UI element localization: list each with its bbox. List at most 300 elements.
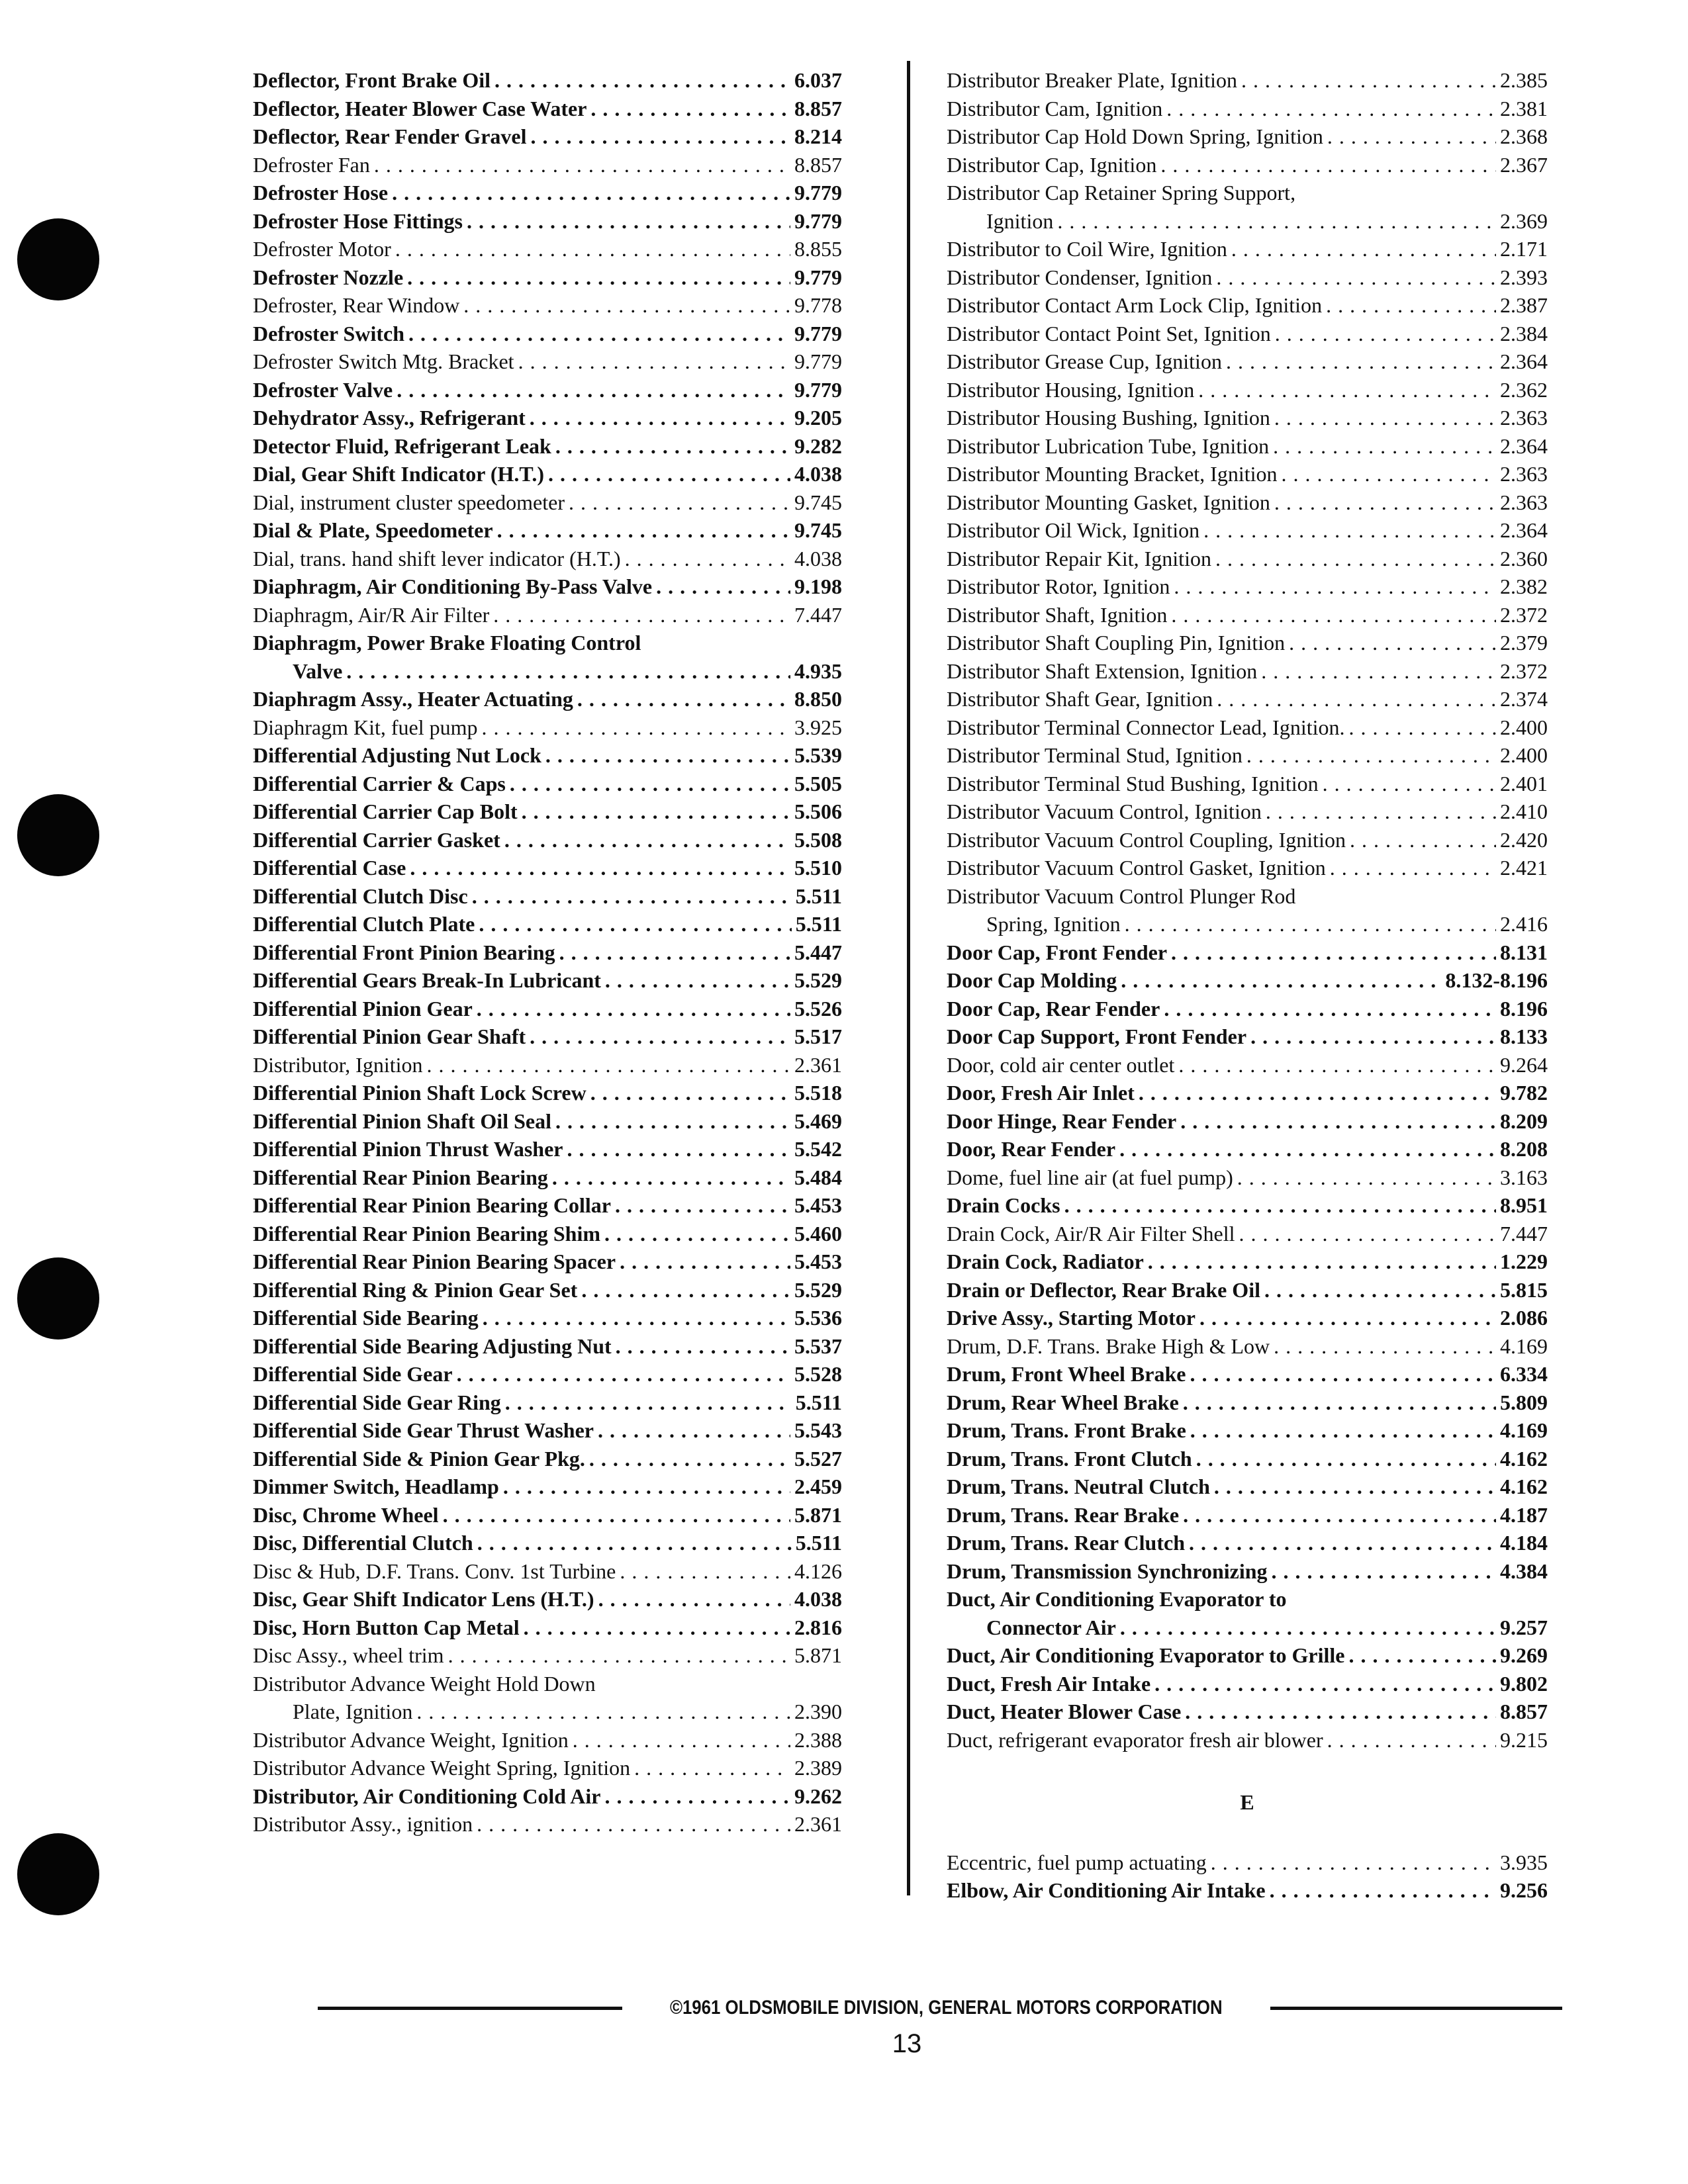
index-entry xyxy=(947,713,1548,742)
entry-reference: 5.511 xyxy=(795,1390,842,1414)
dot-leader xyxy=(530,404,790,432)
dot-leader xyxy=(1183,1501,1496,1529)
entry-name: Duct, Fresh Air Intake xyxy=(947,1671,1151,1696)
dot-leader xyxy=(395,235,790,263)
entry-reference: 9.778 xyxy=(794,293,842,317)
entry-reference: 5.529 xyxy=(794,968,842,992)
entry-name: Defroster Valve xyxy=(253,377,393,402)
entry-reference: 5.511 xyxy=(795,1531,842,1555)
dot-leader xyxy=(457,1360,790,1388)
index-entry-first-line: Diaphragm, Power Brake Floating Control xyxy=(253,631,641,655)
index-entry xyxy=(253,910,842,938)
entry-reference: 5.511 xyxy=(795,884,842,908)
entry-reference: 2.400 xyxy=(1500,743,1548,767)
entry-reference: 2.393 xyxy=(1500,265,1548,289)
dot-leader xyxy=(1139,1079,1496,1107)
dot-leader xyxy=(1211,1848,1496,1877)
entry-reference: 8.857 xyxy=(794,96,842,120)
entry-reference: 4.187 xyxy=(1500,1502,1548,1527)
dot-leader xyxy=(1171,601,1496,629)
dot-leader xyxy=(598,1585,790,1614)
entry-name: Distributor Cap Hold Down Spring, Ignition xyxy=(947,124,1323,148)
dot-leader xyxy=(1226,347,1496,376)
index-entry xyxy=(947,601,1548,629)
entry-reference: 2.401 xyxy=(1500,771,1548,796)
index-entry xyxy=(253,797,842,826)
entry-reference: 2.384 xyxy=(1500,321,1548,345)
entry-reference: 2.368 xyxy=(1500,124,1548,148)
index-entry xyxy=(253,404,842,432)
index-entry xyxy=(253,938,842,967)
entry-name: Drum, Trans. Rear Brake xyxy=(947,1502,1180,1527)
dot-leader xyxy=(392,179,790,207)
dot-leader xyxy=(1190,1416,1496,1445)
dot-leader xyxy=(555,432,790,461)
dot-leader xyxy=(530,122,790,151)
dot-leader xyxy=(503,1473,790,1501)
dot-leader xyxy=(1273,432,1496,461)
dot-leader xyxy=(1180,1107,1496,1136)
dot-leader xyxy=(510,770,790,798)
index-entry xyxy=(253,1304,842,1332)
entry-reference: 5.508 xyxy=(794,827,842,852)
entry-reference: 5.539 xyxy=(794,743,842,767)
entry-reference: 3.163 xyxy=(1500,1165,1548,1189)
entry-name: Diaphragm, Air Conditioning By-Pass Valve xyxy=(253,574,653,598)
index-entry xyxy=(253,601,842,629)
dot-leader xyxy=(1241,66,1496,95)
entry-name: Door, cold air center outlet xyxy=(947,1052,1175,1077)
index-entry xyxy=(947,404,1548,432)
entry-name: Differential Rear Pinion Bearing Shim xyxy=(253,1221,601,1246)
index-entry xyxy=(253,1698,842,1726)
entry-reference: 6.037 xyxy=(794,68,842,92)
index-entry xyxy=(947,291,1548,320)
index-entry xyxy=(947,1848,1548,1877)
dot-leader xyxy=(443,1501,790,1529)
index-entry xyxy=(253,1557,842,1586)
entry-reference: 2.374 xyxy=(1500,687,1548,711)
right-entries xyxy=(947,66,1548,1754)
index-entry xyxy=(947,1529,1548,1557)
index-entry xyxy=(253,66,842,95)
entry-reference: 5.527 xyxy=(794,1446,842,1471)
entry-reference: 2.362 xyxy=(1500,377,1548,402)
dot-leader xyxy=(1264,1276,1496,1304)
entry-name: Differential Adjusting Nut Lock xyxy=(253,743,541,767)
entry-name: Differential Case xyxy=(253,856,406,880)
dot-leader xyxy=(1323,770,1496,798)
index-entry xyxy=(947,1220,1548,1248)
entry-reference: 2.379 xyxy=(1500,631,1548,655)
index-entry xyxy=(947,376,1548,404)
index-entry xyxy=(947,1416,1548,1445)
entry-name: Drum, Trans. Neutral Clutch xyxy=(947,1475,1210,1498)
index-entry xyxy=(253,263,842,292)
entry-name: Door Hinge, Rear Fender xyxy=(947,1109,1177,1133)
entry-name: Differential Rear Pinion Bearing Spacer xyxy=(253,1250,616,1273)
index-entry xyxy=(253,122,842,151)
entry-reference: 2.416 xyxy=(1500,912,1548,936)
index-entry xyxy=(947,432,1548,461)
index-entry xyxy=(947,770,1548,798)
column-divider xyxy=(907,61,910,1895)
index-entry xyxy=(947,797,1548,826)
entry-reference: 2.816 xyxy=(794,1615,842,1639)
dot-leader xyxy=(567,1135,790,1163)
entry-reference: 8.196 xyxy=(1500,996,1548,1021)
entry-name: Differential Side Gear Ring xyxy=(253,1390,501,1414)
entry-name: Distributor Terminal Stud, Ignition xyxy=(947,743,1243,767)
entry-reference: 5.809 xyxy=(1500,1390,1548,1414)
entry-name: Deflector, Rear Fender Gravel xyxy=(253,124,527,148)
entry-name: Defroster, Rear Window xyxy=(253,293,460,317)
entry-name: Differential Gears Break-In Lubricant xyxy=(253,968,601,992)
index-entry xyxy=(253,1529,842,1557)
entry-reference: 9.779 xyxy=(794,208,842,233)
index-entry xyxy=(947,1248,1548,1276)
entry-reference: 4.038 xyxy=(794,1587,842,1611)
dot-leader xyxy=(505,1388,792,1417)
entry-reference: 3.925 xyxy=(794,715,842,739)
entry-reference: 2.420 xyxy=(1500,827,1548,852)
entry-reference: 5.526 xyxy=(794,996,842,1021)
dot-leader xyxy=(1348,713,1496,742)
entry-reference: 8.214 xyxy=(794,124,842,148)
index-entry xyxy=(253,320,842,348)
dot-leader xyxy=(346,657,790,686)
index-entry xyxy=(947,1473,1548,1501)
entry-name: Distributor Condenser, Ignition xyxy=(947,265,1213,289)
entry-reference: 4.038 xyxy=(794,546,842,570)
dot-leader xyxy=(1196,1445,1496,1473)
dot-leader xyxy=(1185,1698,1496,1726)
entry-name: Differential Pinion Gear xyxy=(253,996,473,1021)
dot-leader xyxy=(530,1023,790,1051)
entry-reference: 5.460 xyxy=(794,1221,842,1246)
dot-leader xyxy=(1239,1220,1496,1248)
index-entry xyxy=(947,966,1548,995)
dot-leader xyxy=(1246,741,1496,770)
entry-name: Distributor Mounting Gasket, Ignition xyxy=(947,490,1270,514)
index-entry xyxy=(253,1445,842,1473)
entry-reference: 5.453 xyxy=(794,1250,842,1273)
index-entry xyxy=(253,572,842,601)
entry-name: Door Cap, Rear Fender xyxy=(947,996,1160,1021)
index-entry xyxy=(253,1726,842,1754)
entry-reference: 9.779 xyxy=(794,349,842,373)
entry-reference: 2.421 xyxy=(1500,856,1548,880)
dot-leader xyxy=(1125,910,1496,938)
entry-name: Distributor Assy., ignition xyxy=(253,1812,473,1836)
dot-leader xyxy=(1178,1051,1496,1079)
entry-reference: 9.264 xyxy=(1500,1052,1548,1077)
entry-name: Connector Air xyxy=(986,1615,1116,1639)
index-entry xyxy=(947,1698,1548,1726)
index-entry xyxy=(253,151,842,179)
dot-leader xyxy=(634,1754,790,1782)
entry-name: Distributor Mounting Bracket, Ignition xyxy=(947,462,1278,486)
entry-reference: 9.256 xyxy=(1500,1878,1548,1902)
entry-reference: 5.537 xyxy=(794,1334,842,1358)
entry-reference: 4.384 xyxy=(1500,1559,1548,1583)
index-entry xyxy=(947,629,1548,657)
entry-name: Door Cap Support, Front Fender xyxy=(947,1024,1247,1048)
dot-leader xyxy=(1330,854,1496,882)
dot-leader xyxy=(410,854,790,882)
entry-reference: 5.871 xyxy=(794,1502,842,1527)
entry-name: Differential Pinion Shaft Oil Seal xyxy=(253,1109,551,1133)
entry-reference: 4.162 xyxy=(1500,1475,1548,1498)
entry-reference: 4.126 xyxy=(794,1559,842,1583)
entry-name: Defroster Switch xyxy=(253,321,404,345)
dot-leader xyxy=(1237,1163,1496,1192)
index-entry xyxy=(947,1557,1548,1586)
entry-name: Differential Carrier & Caps xyxy=(253,771,506,796)
dot-leader xyxy=(477,995,790,1023)
entry-reference: 2.459 xyxy=(794,1475,842,1498)
entry-reference: 2.390 xyxy=(794,1700,842,1723)
index-entry xyxy=(253,432,842,461)
index-entry xyxy=(253,770,842,798)
punch-hole-2 xyxy=(17,794,99,876)
index-entry xyxy=(253,1810,842,1839)
dot-leader xyxy=(1171,938,1496,967)
index-entry xyxy=(253,488,842,517)
index-entry xyxy=(947,572,1548,601)
dot-leader xyxy=(615,1191,790,1220)
punch-hole-3 xyxy=(17,1257,99,1340)
entry-name: Defroster Hose xyxy=(253,181,389,205)
index-entry xyxy=(253,1360,842,1388)
dot-leader xyxy=(1198,376,1496,404)
entry-reference: 9.282 xyxy=(794,433,842,458)
dot-leader xyxy=(1064,1191,1496,1220)
entry-name: Defroster Switch Mtg. Bracket xyxy=(253,349,514,373)
entry-reference: 2.410 xyxy=(1500,799,1548,823)
entry-name: Drain Cock, Radiator xyxy=(947,1250,1144,1273)
dot-leader xyxy=(1274,1332,1496,1361)
entry-name: Duct, refrigerant evaporator fresh air blower xyxy=(947,1727,1323,1752)
dot-leader xyxy=(1250,1023,1496,1051)
index-entry xyxy=(947,1726,1548,1754)
entry-name: Differential Side Gear Thrust Washer xyxy=(253,1418,594,1442)
dot-leader xyxy=(1274,488,1496,517)
entry-reference: 5.517 xyxy=(794,1024,842,1048)
dot-leader xyxy=(1199,1304,1496,1332)
dot-leader xyxy=(1266,797,1496,826)
entry-name: Distributor Grease Cup, Ignition xyxy=(947,349,1222,373)
entry-name: Diaphragm Assy., Heater Actuating xyxy=(253,687,573,711)
index-entry xyxy=(947,347,1548,376)
entry-name: Disc, Horn Button Cap Metal xyxy=(253,1615,520,1639)
dot-leader xyxy=(1282,460,1497,488)
dot-leader xyxy=(397,376,790,404)
entry-reference: 5.528 xyxy=(794,1362,842,1386)
entry-name: Distributor, Air Conditioning Cold Air xyxy=(253,1784,601,1808)
entry-name: Distributor Terminal Stud Bushing, Ignition xyxy=(947,771,1319,796)
entry-reference: 5.543 xyxy=(794,1418,842,1442)
dot-leader xyxy=(604,1220,790,1248)
entry-reference: 9.779 xyxy=(794,265,842,289)
index-entry xyxy=(253,826,842,854)
dot-leader xyxy=(479,910,791,938)
entry-name: Drum, Trans. Front Brake xyxy=(947,1418,1186,1442)
copyright-notice: ©1961 OLDSMOBILE DIVISION, GENERAL MOTORS CORPORATION xyxy=(669,1997,1223,2019)
index-entry xyxy=(947,207,1548,236)
entry-name: Plate, Ignition xyxy=(293,1700,413,1723)
entry-reference: 2.381 xyxy=(1500,96,1548,120)
entry-name: Drive Assy., Starting Motor xyxy=(947,1306,1196,1330)
index-entry xyxy=(947,320,1548,348)
entry-reference: 2.363 xyxy=(1500,490,1548,514)
index-entry xyxy=(253,207,842,236)
entry-name: Distributor Terminal Connector Lead, Ignition. xyxy=(947,715,1345,739)
dot-leader xyxy=(483,1304,790,1332)
entry-reference: 7.447 xyxy=(1500,1221,1548,1246)
entry-name: Distributor Shaft Coupling Pin, Ignition xyxy=(947,631,1286,655)
entry-name: Defroster Fan xyxy=(253,152,370,177)
entry-name: Drum, Trans. Front Clutch xyxy=(947,1446,1192,1471)
entry-name: Distributor Contact Arm Lock Clip, Ignition xyxy=(947,293,1323,317)
entry-name: Disc, Gear Shift Indicator Lens (H.T.) xyxy=(253,1587,594,1611)
dot-leader xyxy=(522,797,790,826)
index-entry xyxy=(253,1248,842,1276)
entry-reference: 5.505 xyxy=(794,771,842,796)
index-entry xyxy=(947,741,1548,770)
entry-name: Drain Cocks xyxy=(947,1193,1060,1217)
dot-leader xyxy=(589,1445,790,1473)
index-entry xyxy=(947,1445,1548,1473)
dot-leader xyxy=(577,685,790,713)
entry-reference: 5.511 xyxy=(795,912,842,936)
index-entry xyxy=(253,1051,842,1079)
entry-reference: 4.162 xyxy=(1500,1446,1548,1471)
entry-name: Differential Side Bearing xyxy=(253,1306,479,1330)
entry-reference: 8.133 xyxy=(1500,1024,1548,1048)
entry-name: Disc, Chrome Wheel xyxy=(253,1502,439,1527)
entry-name: Distributor Vacuum Control Gasket, Ignition xyxy=(947,856,1326,880)
entry-reference: 8.855 xyxy=(794,237,842,261)
index-entry-first-line: Distributor Advance Weight Hold Down xyxy=(253,1671,596,1696)
entry-reference: 2.361 xyxy=(794,1052,842,1077)
index-entry xyxy=(253,1388,842,1417)
index-entry xyxy=(253,1191,842,1220)
index-entry xyxy=(947,122,1548,151)
index-column-right xyxy=(947,66,1548,1905)
entry-reference: 8.857 xyxy=(1500,1700,1548,1723)
entry-reference: 5.871 xyxy=(794,1643,842,1667)
index-entry xyxy=(947,685,1548,713)
index-entry xyxy=(947,1276,1548,1304)
entry-name: Drum, D.F. Trans. Brake High & Low xyxy=(947,1334,1270,1358)
dot-leader xyxy=(426,1051,790,1079)
entry-reference: 6.334 xyxy=(1500,1362,1548,1386)
dot-leader xyxy=(552,1163,790,1192)
dot-leader xyxy=(1326,291,1496,320)
dot-leader xyxy=(416,1698,790,1726)
entry-name: Differential Pinion Gear Shaft xyxy=(253,1024,526,1048)
entry-reference: 9.779 xyxy=(794,321,842,345)
entry-name: Ignition xyxy=(986,208,1054,233)
entry-name: Door, Fresh Air Inlet xyxy=(947,1081,1135,1105)
entry-reference: 9.198 xyxy=(794,574,842,598)
entry-reference: 4.169 xyxy=(1500,1334,1548,1358)
entry-reference: 2.171 xyxy=(1500,237,1548,261)
entry-reference: 2.361 xyxy=(794,1812,842,1836)
dot-leader xyxy=(581,1276,790,1304)
dot-leader xyxy=(1164,995,1496,1023)
entry-reference: 2.367 xyxy=(1500,152,1548,177)
dot-leader xyxy=(407,263,790,292)
entry-name: Drain or Deflector, Rear Brake Oil xyxy=(947,1277,1260,1302)
index-entry xyxy=(253,741,842,770)
dot-leader xyxy=(1119,1135,1496,1163)
entry-name: Distributor Housing Bushing, Ignition xyxy=(947,406,1270,430)
entry-name: Drum, Trans. Rear Clutch xyxy=(947,1531,1185,1555)
index-entry xyxy=(947,1641,1548,1670)
index-entry xyxy=(253,1641,842,1670)
entry-reference: 8.850 xyxy=(794,687,842,711)
dot-leader xyxy=(1231,235,1496,263)
entry-name: Differential Clutch Plate xyxy=(253,912,475,936)
dot-leader xyxy=(605,966,790,995)
dot-leader xyxy=(1190,1360,1496,1388)
index-entry xyxy=(253,1416,842,1445)
dot-leader xyxy=(1160,151,1496,179)
dot-leader xyxy=(1189,1529,1496,1557)
dot-leader xyxy=(1214,1473,1496,1501)
dot-leader xyxy=(590,1079,790,1107)
entry-name: Eccentric, fuel pump actuating xyxy=(947,1850,1207,1874)
dot-leader xyxy=(1270,1876,1496,1905)
index-entry xyxy=(253,1754,842,1782)
entry-reference: 2.364 xyxy=(1500,349,1548,373)
index-entry xyxy=(947,1501,1548,1529)
entry-reference: 8.132-8.196 xyxy=(1445,968,1548,992)
entry-reference: 9.779 xyxy=(794,181,842,205)
index-entry xyxy=(253,1585,842,1614)
index-entry xyxy=(947,235,1548,263)
footer-rule-left xyxy=(318,2007,622,2010)
dot-leader xyxy=(1217,685,1496,713)
entry-name: Differential Side Bearing Adjusting Nut xyxy=(253,1334,612,1358)
index-entry-first-line: Duct, Air Conditioning Evaporator to xyxy=(947,1587,1287,1611)
index-entry xyxy=(947,95,1548,123)
entry-reference: 2.385 xyxy=(1500,68,1548,92)
entry-name: Distributor Repair Kit, Ignition xyxy=(947,546,1211,570)
entry-reference: 2.388 xyxy=(794,1727,842,1752)
entry-reference: 8.209 xyxy=(1500,1109,1548,1133)
entry-name: Door Cap, Front Fender xyxy=(947,940,1168,964)
entry-reference: 2.363 xyxy=(1500,406,1548,430)
dot-leader xyxy=(573,1726,790,1754)
entry-name: Differential Side Gear xyxy=(253,1362,453,1386)
entry-reference: 5.815 xyxy=(1500,1277,1548,1302)
entry-name: Differential Side & Pinion Gear Pkg. xyxy=(253,1446,585,1471)
entry-reference: 4.935 xyxy=(794,659,842,683)
entry-name: Diaphragm, Air/R Air Filter xyxy=(253,602,490,627)
punch-hole-1 xyxy=(17,218,99,300)
dot-leader xyxy=(408,320,790,348)
entry-reference: 5.542 xyxy=(794,1137,842,1161)
entry-reference: 2.372 xyxy=(1500,659,1548,683)
entry-name: Dial, trans. hand shift lever indicator (H.T.) xyxy=(253,546,621,570)
entry-reference: 5.447 xyxy=(794,940,842,964)
dot-leader xyxy=(374,151,790,179)
index-entry xyxy=(253,685,842,713)
entry-name: Distributor Contact Point Set, Ignition xyxy=(947,321,1271,345)
